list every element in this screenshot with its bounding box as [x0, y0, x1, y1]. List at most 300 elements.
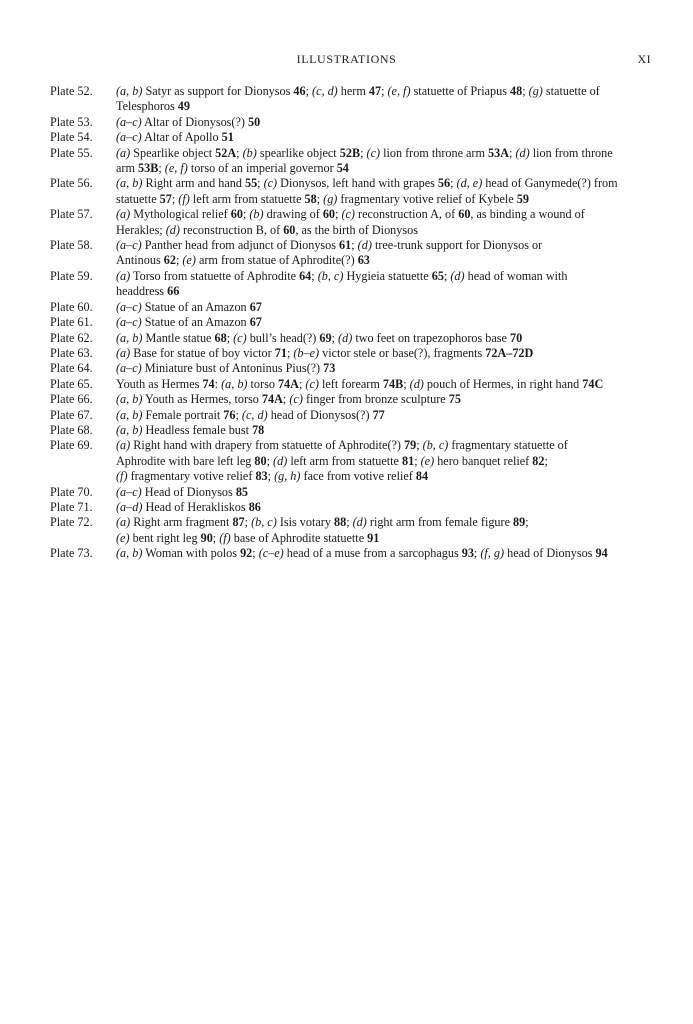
figure-letter-label: (a, b) — [116, 546, 143, 561]
figure-letter-label: (b) — [249, 207, 264, 222]
description-text: ; — [298, 376, 306, 391]
figure-letter-label: (d) — [450, 268, 465, 283]
plate-entry — [50, 361, 650, 376]
description-text: bent right leg — [129, 530, 201, 545]
plate-description — [116, 331, 650, 346]
description-text: Satyr as support for Dionysos — [142, 84, 294, 98]
description-text: pouch of Hermes, in right hand — [423, 376, 583, 391]
catalogue-number: 92 — [240, 546, 253, 561]
plate-entry — [50, 423, 650, 438]
catalogue-number: 79 — [404, 438, 417, 453]
description-text: ; — [235, 407, 242, 422]
figure-letter-label: (c, d) — [312, 84, 338, 98]
catalogue-number: 76 — [223, 407, 236, 422]
description-text: Isis votary — [276, 515, 334, 530]
plate-entry — [50, 315, 650, 330]
catalogue-number: 47 — [368, 84, 382, 98]
description-text: torso of an imperial governor — [187, 161, 337, 176]
description-text: head of Ganymede(?) from — [482, 176, 618, 191]
description-text: , as the birth of Dionysos — [295, 222, 418, 237]
description-text: ; — [414, 453, 421, 468]
description-text: Dionysos, left hand with grapes — [277, 176, 438, 191]
description-text: ; — [212, 530, 220, 545]
description-text: head of a muse from a sarcophagus — [283, 546, 462, 561]
figure-letter-label: (e, f) — [164, 161, 188, 176]
plate-entry — [50, 546, 650, 561]
plate-entry — [50, 207, 650, 238]
catalogue-number: 72A–72D — [485, 345, 534, 360]
catalogue-number: 71 — [274, 345, 287, 360]
description-text: spearlike object — [256, 145, 340, 160]
plate-description — [116, 408, 650, 423]
figure-letter-label: (c) — [341, 207, 355, 222]
catalogue-number: 48 — [510, 84, 523, 98]
plate-entry — [50, 438, 650, 484]
plate-number: Plate 57. — [50, 207, 93, 222]
figure-letter-label: (a, b) — [221, 376, 248, 391]
plate-description — [116, 176, 650, 207]
description-text: Miniature bust of Antoninus Pius(?) — [141, 361, 324, 376]
description-text: Head of Dionysos — [141, 484, 236, 499]
description-text: ; — [282, 392, 290, 407]
figure-letter-label: (a, b) — [116, 176, 143, 191]
figure-letter-label: (f) — [116, 469, 128, 484]
plate-description — [116, 315, 650, 330]
figure-letter-label: (b, c) — [422, 438, 449, 453]
description-text: head of Dionysos(?) — [267, 407, 373, 422]
plate-description — [116, 238, 650, 269]
description-text: left forearm — [318, 376, 383, 391]
plate-entry — [50, 84, 650, 115]
plate-entry — [50, 346, 650, 361]
description-text: ; — [252, 546, 259, 561]
catalogue-number: 60 — [283, 222, 296, 237]
catalogue-number: 74A — [277, 376, 299, 391]
description-line — [116, 454, 650, 469]
description-text: ; — [305, 84, 313, 98]
description-text: Herakles; — [116, 222, 166, 237]
figure-letter-label: (c–e) — [258, 546, 284, 561]
plate-number: Plate 64. — [50, 361, 93, 376]
figure-letter-label: (d) — [515, 145, 530, 160]
description-line — [116, 315, 650, 330]
figure-letter-label: (a, b) — [116, 84, 143, 98]
description-line — [116, 485, 650, 500]
description-text: ; — [286, 345, 294, 360]
catalogue-number: 67 — [249, 299, 262, 314]
description-text: victor stele or base(?), fragments — [319, 345, 486, 360]
figure-letter-label: (d) — [273, 453, 288, 468]
plate-number: Plate 69. — [50, 438, 93, 453]
description-text: reconstruction A, of — [354, 207, 459, 222]
figure-letter-label: (d) — [338, 330, 353, 345]
figure-letter-label: (e) — [182, 253, 196, 268]
plate-number: Plate 70. — [50, 484, 93, 499]
description-text: ; — [266, 453, 274, 468]
plate-number: Plate 59. — [50, 268, 93, 283]
plate-entry — [50, 176, 650, 207]
catalogue-number: 90 — [200, 530, 213, 545]
figure-letter-label: (b) — [242, 145, 257, 160]
figure-letter-label: (c) — [305, 376, 319, 391]
description-text: head of Dionysos — [504, 546, 596, 561]
plate-description — [116, 485, 650, 500]
description-line — [116, 99, 650, 114]
plate-entry — [50, 500, 650, 515]
description-text: Hygieia statuette — [343, 268, 432, 283]
figure-letter-label: (f) — [178, 191, 190, 206]
figure-letter-label: (a) — [116, 207, 131, 222]
plate-entry — [50, 300, 650, 315]
plate-number: Plate 60. — [50, 299, 93, 314]
plate-entry — [50, 377, 650, 392]
description-text: finger from bronze sculpture — [302, 392, 449, 407]
catalogue-number: 53B — [138, 161, 159, 176]
description-text: ; — [351, 238, 358, 253]
description-line — [116, 130, 650, 145]
catalogue-number: 56 — [437, 176, 451, 191]
description-text: ; — [236, 145, 243, 160]
description-text: lion from throne arm — [380, 145, 489, 160]
plate-entry — [50, 238, 650, 269]
description-text: Antinous — [116, 253, 164, 268]
description-text: ; — [403, 376, 410, 391]
catalogue-number: 84 — [415, 469, 429, 484]
plate-number: Plate 67. — [50, 407, 93, 422]
figure-letter-label: (d) — [409, 376, 424, 391]
catalogue-number: 54 — [336, 161, 349, 176]
description-text: lion from throne — [529, 145, 613, 160]
description-line — [116, 515, 650, 530]
description-text: Mythological relief — [130, 207, 231, 222]
plate-description — [116, 300, 650, 315]
figure-letter-label: (a–c) — [116, 484, 142, 499]
description-text: Base for statue of boy victor — [130, 345, 275, 360]
catalogue-number: 93 — [461, 546, 474, 561]
description-text: drawing of — [263, 207, 323, 222]
figure-letter-label: (b, c) — [317, 268, 344, 283]
figure-letter-label: (d) — [352, 515, 367, 530]
plate-description — [116, 84, 650, 115]
figure-letter-label: (a) — [116, 438, 131, 453]
plate-number: Plate 56. — [50, 176, 93, 191]
catalogue-number: 68 — [214, 330, 227, 345]
catalogue-number: 70 — [509, 330, 523, 345]
description-text: : — [214, 376, 222, 391]
catalogue-number: 49 — [177, 99, 190, 114]
description-text: ; — [360, 145, 367, 160]
description-text: herm — [337, 84, 369, 98]
description-text: base of Aphrodite statuette — [230, 530, 368, 545]
catalogue-number: 78 — [252, 422, 265, 437]
description-line — [116, 377, 650, 392]
plate-description — [116, 346, 650, 361]
catalogue-number: 60 — [322, 207, 336, 222]
plate-description — [116, 130, 650, 145]
plate-entry — [50, 392, 650, 407]
figure-letter-label: (d) — [357, 238, 372, 253]
plate-entry — [50, 515, 650, 546]
plate-description — [116, 361, 650, 376]
description-text: ; — [522, 84, 529, 98]
description-text: torso — [247, 376, 278, 391]
description-text: ; — [473, 546, 481, 561]
description-line — [116, 176, 650, 191]
catalogue-number: 74B — [382, 376, 404, 391]
description-text: ; — [316, 191, 324, 206]
description-text: Altar of Dionysos(?) — [141, 114, 249, 129]
description-text: ; — [244, 515, 252, 530]
description-line — [116, 253, 650, 268]
catalogue-number: 80 — [254, 453, 267, 468]
catalogue-number: 73 — [323, 361, 336, 376]
description-line — [116, 546, 650, 561]
plate-number: Plate 68. — [50, 422, 93, 437]
plate-entry — [50, 269, 650, 300]
plate-description — [116, 115, 650, 130]
catalogue-number: 88 — [334, 515, 347, 530]
description-line — [116, 84, 650, 99]
description-text: ; — [331, 330, 339, 345]
catalogue-number: 59 — [516, 191, 529, 206]
plate-description — [116, 546, 650, 561]
description-text: left arm from statuette — [287, 453, 402, 468]
catalogue-number: 52A — [215, 145, 237, 160]
catalogue-number: 86 — [248, 499, 261, 514]
figure-letter-label: (c) — [263, 176, 278, 191]
description-text: fragmentary votive relief of Kybele — [337, 191, 517, 206]
description-line — [116, 238, 650, 253]
plate-entry — [50, 331, 650, 346]
description-line — [116, 531, 650, 546]
figure-letter-label: (e) — [116, 530, 130, 545]
plate-description — [116, 207, 650, 238]
figure-letter-label: (a, b) — [116, 407, 143, 422]
catalogue-number: 60 — [458, 207, 471, 222]
description-text: Right arm fragment — [130, 515, 233, 530]
description-text: ; — [346, 515, 353, 530]
figure-letter-label: (c) — [366, 145, 381, 160]
plate-number: Plate 72. — [50, 515, 93, 530]
plate-number: Plate 66. — [50, 392, 93, 407]
catalogue-number: 61 — [339, 238, 352, 253]
catalogue-number: 67 — [249, 315, 262, 330]
catalogue-number: 85 — [235, 484, 249, 499]
description-text: statuette of Priapus — [410, 84, 511, 98]
description-text: ; — [158, 161, 165, 176]
plate-number: Plate 63. — [50, 345, 93, 360]
catalogue-number: 74A — [261, 392, 283, 407]
description-text: bull’s head(?) — [246, 330, 320, 345]
catalogue-number: 83 — [255, 469, 268, 484]
figure-letter-label: (g, h) — [274, 469, 301, 484]
figure-letter-label: (a, b) — [116, 422, 143, 437]
description-line — [116, 115, 650, 130]
description-line — [116, 469, 650, 484]
figure-letter-label: (b–e) — [293, 345, 320, 360]
plate-description — [116, 377, 650, 392]
plate-entry — [50, 115, 650, 130]
figure-letter-label: (f) — [219, 530, 231, 545]
figure-letter-label: (a–c) — [116, 315, 142, 330]
catalogue-number: 94 — [595, 546, 608, 561]
plate-description — [116, 423, 650, 438]
description-text: ; — [311, 268, 318, 283]
description-text: ; — [544, 453, 548, 468]
description-text: Headless female bust — [142, 422, 253, 437]
catalogue-number: 55 — [244, 176, 258, 191]
catalogue-number: 82 — [532, 453, 545, 468]
description-line — [116, 284, 650, 299]
description-text: fragmentary votive relief — [127, 469, 256, 484]
figure-letter-label: (e, f) — [387, 84, 411, 98]
description-text: Statue of an Amazon — [141, 315, 250, 330]
description-text: Telesphoros — [116, 99, 178, 114]
figure-letter-label: (b, c) — [251, 515, 277, 530]
description-text: Youth as Hermes, torso — [142, 392, 262, 407]
catalogue-number: 81 — [402, 453, 415, 468]
description-text: ; — [525, 515, 529, 530]
plate-description — [116, 515, 650, 546]
figure-letter-label: (d, e) — [456, 176, 483, 191]
description-text: Statue of an Amazon — [141, 299, 250, 314]
description-text: ; — [381, 84, 388, 98]
catalogue-number: 50 — [248, 114, 261, 129]
plate-number: Plate 65. — [50, 376, 93, 391]
description-text: Spearlike object — [130, 145, 216, 160]
figure-letter-label: (a–d) — [116, 499, 143, 514]
description-text: Altar of Apollo — [141, 130, 222, 145]
figure-letter-label: (a–c) — [116, 299, 142, 314]
description-text: ; — [171, 191, 179, 206]
description-line — [116, 207, 650, 222]
plate-entry — [50, 130, 650, 145]
figure-letter-label: (c) — [233, 330, 247, 345]
description-text: left arm from statuette — [189, 191, 305, 206]
plate-number: Plate 61. — [50, 315, 93, 330]
description-line — [116, 192, 650, 207]
figure-letter-label: (a–c) — [116, 238, 142, 253]
description-line — [116, 423, 650, 438]
figure-letter-label: (c, d) — [241, 407, 268, 422]
catalogue-number: 62 — [163, 253, 176, 268]
figure-letter-label: (a, b) — [116, 392, 143, 407]
catalogue-number: 65 — [431, 268, 444, 283]
description-text: ; — [335, 207, 342, 222]
plate-number: Plate 53. — [50, 114, 93, 129]
description-text: Woman with polos — [142, 546, 241, 561]
plate-number: Plate 62. — [50, 330, 93, 345]
plate-number: Plate 73. — [50, 546, 93, 561]
description-text: statuette of — [542, 84, 600, 98]
catalogue-number: 74 — [202, 376, 215, 391]
description-text: statuette — [116, 191, 160, 206]
plate-description — [116, 146, 650, 177]
figure-letter-label: (a–c) — [116, 114, 142, 129]
page-number: XI — [637, 52, 651, 66]
plate-number: Plate 55. — [50, 145, 93, 160]
description-text: arm from statue of Aphrodite(?) — [195, 253, 358, 268]
description-text: fragmentary statuette of — [448, 438, 568, 453]
figure-letter-label: (c) — [289, 392, 303, 407]
catalogue-number: 52B — [339, 145, 361, 160]
description-text: Aphrodite with bare left leg — [116, 453, 255, 468]
catalogue-number: 60 — [230, 207, 243, 222]
description-text: ; — [242, 207, 250, 222]
description-text: two feet on trapezophoros base — [352, 330, 510, 345]
plate-description — [116, 392, 650, 407]
description-text: ; — [509, 145, 516, 160]
plate-list — [50, 84, 650, 562]
description-line — [116, 146, 650, 161]
plate-number: Plate 54. — [50, 130, 93, 145]
description-line — [116, 223, 650, 238]
description-text: Mantle statue — [142, 330, 215, 345]
description-text: ; — [443, 268, 451, 283]
catalogue-number: 69 — [319, 330, 332, 345]
catalogue-number: 64 — [299, 268, 312, 283]
description-text: ; — [175, 253, 183, 268]
description-line — [116, 361, 650, 376]
description-line — [116, 300, 650, 315]
description-text: reconstruction B, of — [179, 222, 284, 237]
figure-letter-label: (d) — [165, 222, 180, 237]
figure-letter-label: (a–c) — [116, 361, 142, 376]
description-line — [116, 500, 650, 515]
figure-letter-label: (e) — [420, 453, 435, 468]
plate-number: Plate 71. — [50, 499, 93, 514]
plate-entry — [50, 408, 650, 423]
catalogue-number: 63 — [357, 253, 370, 268]
description-text: , as binding a wound of — [470, 207, 585, 222]
figure-letter-label: (a–c) — [116, 130, 142, 145]
catalogue-number: 57 — [159, 191, 172, 206]
catalogue-number: 58 — [304, 191, 317, 206]
figure-letter-label: (f, g) — [480, 546, 505, 561]
figure-letter-label: (a, b) — [116, 330, 143, 345]
catalogue-number: 91 — [367, 530, 380, 545]
description-line — [116, 331, 650, 346]
description-text: Female portrait — [142, 407, 224, 422]
description-text: ; — [257, 176, 264, 191]
plate-description — [116, 438, 650, 484]
description-text: ; — [416, 438, 423, 453]
catalogue-number: 53A — [488, 145, 510, 160]
description-text: tree-trunk support for Dionysos or — [371, 238, 543, 253]
plate-number: Plate 58. — [50, 238, 93, 253]
figure-letter-label: (a) — [116, 145, 131, 160]
figure-letter-label: (a) — [116, 268, 131, 283]
catalogue-number: 74C — [582, 376, 604, 391]
description-text: Youth as Hermes — [116, 376, 203, 391]
description-line — [116, 408, 650, 423]
description-text: head of woman with — [464, 268, 568, 283]
plate-number: Plate 52. — [50, 84, 93, 98]
description-line — [116, 346, 650, 361]
plate-description — [116, 269, 650, 300]
figure-letter-label: (a) — [116, 345, 131, 360]
description-text: hero banquet relief — [434, 453, 533, 468]
description-text: headdress — [116, 284, 168, 299]
description-text: Right hand with drapery from statuette of Aphrodite(?) — [130, 438, 405, 453]
description-line — [116, 269, 650, 284]
figure-letter-label: (g) — [323, 191, 338, 206]
description-text: Panther head from adjunct of Dionysos — [141, 238, 340, 253]
catalogue-number: 75 — [448, 392, 461, 407]
description-text: arm — [116, 161, 138, 176]
description-text: ; — [450, 176, 457, 191]
description-line — [116, 161, 650, 176]
